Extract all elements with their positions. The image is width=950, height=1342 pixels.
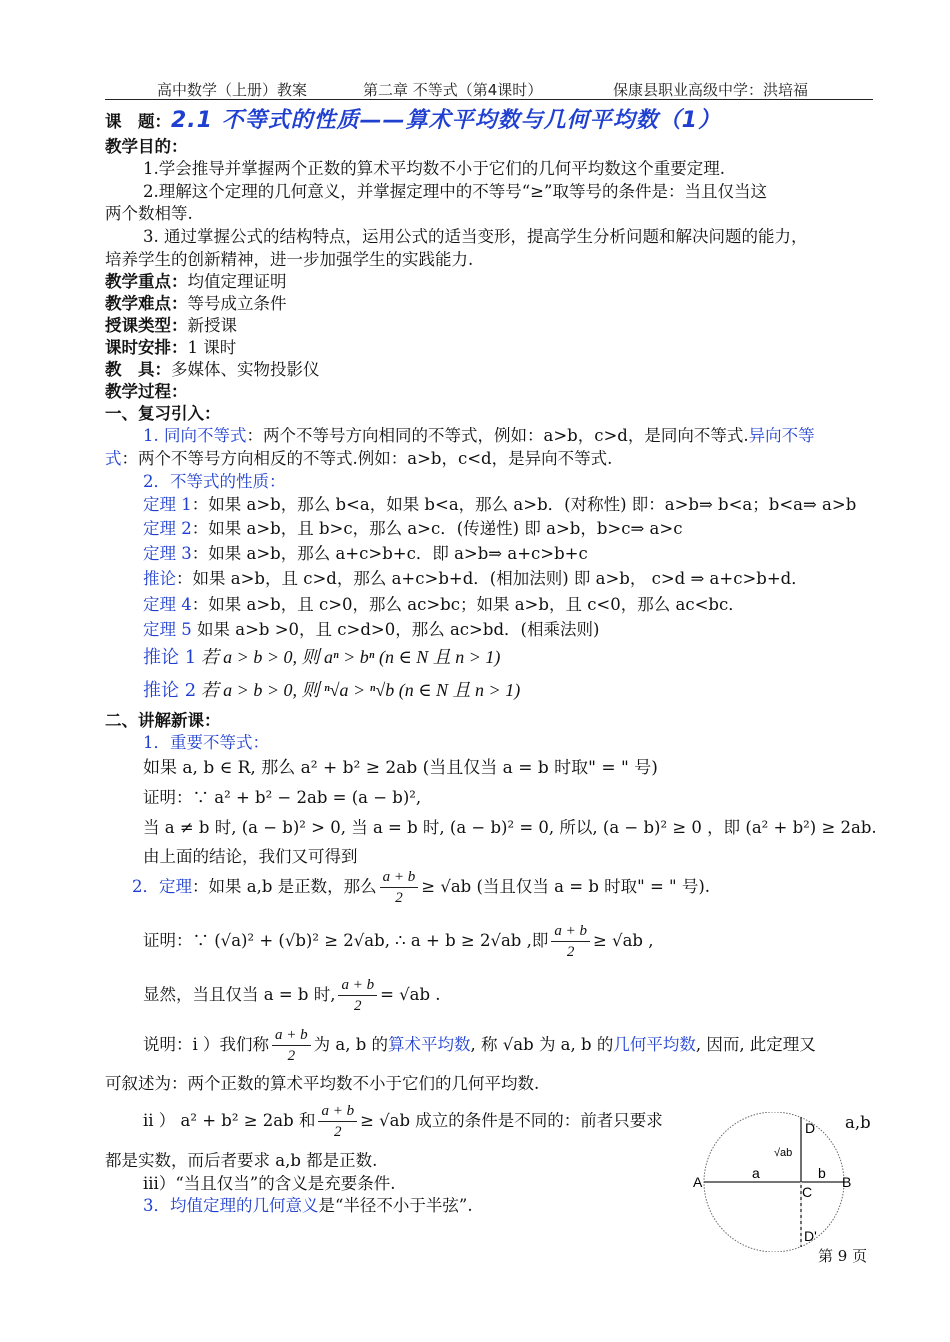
label-C: C <box>802 1184 813 1200</box>
label-sqrt-ab: √ab <box>774 1147 793 1159</box>
fraction-am-note <box>272 1025 311 1066</box>
label-A: A <box>693 1174 703 1190</box>
theorem-4 <box>143 594 745 616</box>
important-inequality-statement: 如果 a, b ∈ R, 那么 a² + b² ≥ 2ab (当且仅当 a = b 时取" = " 号) <box>143 758 658 778</box>
corollary-2-text: 若 a > b > 0, 则 ⁿ√a > ⁿ√b (n ∈ N 且 n > 1) <box>196 680 521 700</box>
theorem-4-label: 定理 4 <box>143 595 192 614</box>
header-left: 高中数学（上册）教案 <box>157 81 308 99</box>
important-inequality-heading: 1．重要不等式： <box>143 733 269 752</box>
equality-start: 显然，当且仅当 a = b 时, <box>143 985 336 1004</box>
opposite-direction-label-end: 式 <box>105 449 122 468</box>
theorem-label: 2．定理 <box>132 877 192 896</box>
theorem-proof <box>143 920 653 962</box>
theorem-tail: ≥ √ab (当且仅当 a = b 时取" = " 号). <box>421 877 711 896</box>
note-1-continued: 可叙述为：两个正数的算术平均数不小于它们的几何平均数. <box>105 1074 540 1093</box>
objective-3b: 培养学生的创新精神，进一步加强学生的实践能力. <box>105 250 474 269</box>
corollary-1 <box>143 646 500 669</box>
meta-difficulty <box>105 293 287 315</box>
note-1-start: 说明：i ）我们称 <box>143 1035 270 1054</box>
tools-value: 多媒体、实物投影仪 <box>171 360 320 379</box>
corollary-1-text: 若 a > b > 0, 则 aⁿ > bⁿ (n ∈ N 且 n > 1) <box>196 647 501 667</box>
meta-type <box>105 315 237 337</box>
objective-2a: 2.理解这个定理的几何意义，并掌握定理中的不等号“≥”取等号的条件是：当且仅当这 <box>143 182 767 201</box>
same-direction-line <box>143 425 815 447</box>
theorem-1-label: 定理 1 <box>143 495 192 514</box>
time-value: 1 课时 <box>187 338 237 357</box>
important-inequality-cases: 当 a ≠ b 时, (a − b)² > 0, 当 a = b 时, (a − b)² = 0, 所以, (a − b)² ≥ 0 ，即 (a² + b²) ≥ 2ab. <box>143 818 877 837</box>
theorem-3 <box>143 543 588 565</box>
meta-tools <box>105 359 320 381</box>
difficulty-label: 教学难点： <box>105 294 188 313</box>
important-inequality-conclusion: 由上面的结论，我们又可得到 <box>143 847 358 866</box>
note-1-mid2: , 称 √ab 为 a, b 的 <box>470 1035 614 1054</box>
lesson-title <box>105 110 721 133</box>
fraction-denominator: 2 <box>395 890 403 906</box>
note-2 <box>143 1100 663 1142</box>
same-direction-label: 1. 同向不等式 <box>143 426 247 445</box>
meta-focus <box>105 271 287 293</box>
fraction-numerator: a + b <box>338 975 377 996</box>
note-2-end: ≥ √ab 成立的条件是不同的：前者只要求 <box>360 1111 663 1130</box>
type-label: 授课类型： <box>105 316 188 335</box>
theorem-1 <box>143 494 856 516</box>
theorem-1-text: ：如果 a>b，那么 b<a，如果 b<a，那么 a>b．(对称性) 即：a>b⇒ b<a；b<a⇒ a>b <box>191 495 857 514</box>
fraction-am-proof <box>551 921 590 962</box>
semicircle-figure <box>690 1112 860 1252</box>
theorem-2-text: ：如果 a>b，且 b>c，那么 a>c．(传递性) 即 a>b，b>c⇒ a>c <box>191 519 683 538</box>
same-direction-text: ：两个不等号方向相同的不等式，例如：a>b，c>d，是同向不等式. <box>246 426 749 445</box>
theorem-equality <box>143 974 441 1016</box>
fraction-am <box>380 867 419 908</box>
theorem-3-label: 定理 3 <box>143 544 192 563</box>
difficulty-value: 等号成立条件 <box>187 294 287 313</box>
process-heading: 教学过程： <box>105 382 188 401</box>
theorem-lead: ：如果 a,b 是正数，那么 <box>192 877 377 896</box>
title-text: 2.1 不等式的性质——算术平均数与几何平均数（1） <box>171 108 721 133</box>
focus-label: 教学重点： <box>105 272 188 291</box>
theorem-2 <box>143 518 682 540</box>
label-D: D <box>805 1120 816 1136</box>
fraction-denominator: 2 <box>334 1124 342 1140</box>
label-D-prime: D' <box>804 1228 817 1244</box>
arithmetic-mean-term: 算术平均数 <box>388 1035 471 1054</box>
corollary <box>143 568 808 590</box>
title-label: 课 题： <box>105 112 171 131</box>
corollary-2-label: 推论 2 <box>143 680 197 701</box>
corollary-2 <box>143 679 520 702</box>
note-1-end: , 因而, 此定理又 <box>695 1035 816 1054</box>
tools-label: 教 具： <box>105 360 171 379</box>
objective-2b: 两个数相等. <box>105 204 193 223</box>
objectives-heading: 教学目的： <box>105 137 188 156</box>
opposite-direction-label: 异向不等 <box>748 426 815 445</box>
corollary-1-label: 推论 1 <box>143 647 197 668</box>
type-value: 新授课 <box>187 316 237 335</box>
fraction-numerator: a + b <box>318 1101 357 1122</box>
fraction-denominator: 2 <box>566 944 575 960</box>
geometric-meaning-label: 3．均值定理的几何意义 <box>143 1196 319 1215</box>
theorem-4-text: ：如果 a>b，且 c>0，那么 ac>bc；如果 a>b，且 c<0，那么 ac<bc． <box>191 595 745 614</box>
fraction-numerator: a + b <box>272 1025 311 1046</box>
theorem-statement <box>132 866 710 908</box>
note-1 <box>143 1024 816 1066</box>
fraction-am-note2 <box>318 1101 357 1142</box>
geometric-mean-term: 几何平均数 <box>613 1035 696 1054</box>
theorem-5-label: 定理 5 <box>143 620 192 639</box>
theorem-proof-end: ≥ √ab , <box>592 931 654 950</box>
header-right: 保康县职业高级中学：洪培福 <box>613 81 809 99</box>
fraction-numerator: a + b <box>380 867 419 888</box>
fraction-am-equality <box>338 975 377 1016</box>
corollary-text: ：如果 a>b，且 c>d，那么 a+c>b+d．(相加法则) 即 a>b， c>d ⇒ a+c>b+d． <box>176 569 808 588</box>
note-2-ab: a,b <box>845 1113 871 1132</box>
label-a: a <box>752 1165 760 1181</box>
opposite-direction-line <box>105 448 612 470</box>
note-2-continued: 都是实数，而后者要求 a,b 都是正数. <box>105 1151 378 1170</box>
equality-end: = √ab . <box>380 985 441 1004</box>
newlesson-heading: 二、讲解新课： <box>105 711 221 730</box>
geometric-meaning <box>143 1195 473 1217</box>
fraction-denominator: 2 <box>354 998 362 1014</box>
important-inequality-proof: 证明：∵ a² + b² − 2ab = (a − b)², <box>143 788 422 807</box>
focus-value: 均值定理证明 <box>187 272 287 291</box>
note-1-mid: 为 a, b 的 <box>313 1035 389 1054</box>
theorem-proof-start: 证明：∵ (√a)² + (√b)² ≥ 2√ab, ∴ a + b ≥ 2√ab ,即 <box>143 931 549 950</box>
theorem-3-text: ：如果 a>b，那么 a+c>b+c．即 a>b⇒ a+c>b+c <box>191 544 588 563</box>
properties-heading: 2．不等式的性质： <box>143 472 286 491</box>
header-rule <box>105 99 873 100</box>
objective-3a: 3. 通过掌握公式的结构特点，运用公式的适当变形，提高学生分析问题和解决问题的能力， <box>143 227 808 246</box>
review-heading: 一、复习引入： <box>105 404 221 423</box>
time-label: 课时安排： <box>105 338 188 357</box>
theorem-5 <box>143 619 599 641</box>
header-center: 第二章 不等式（第4课时） <box>363 81 543 99</box>
theorem-2-label: 定理 2 <box>143 519 192 538</box>
note-2-start: ii ） a² + b² ≥ 2ab 和 <box>143 1111 316 1130</box>
note-3: iii）“当且仅当”的含义是充要条件. <box>143 1174 396 1193</box>
geometric-meaning-text: 是“半径不小于半弦”. <box>318 1196 473 1215</box>
page-number: 第 9 页 <box>818 1247 868 1265</box>
objective-1: 1.学会推导并掌握两个正数的算术平均数不小于它们的几何平均数这个重要定理. <box>143 159 725 178</box>
fraction-denominator: 2 <box>287 1048 296 1064</box>
fraction-numerator: a + b <box>551 921 590 942</box>
meta-time <box>105 337 236 359</box>
opposite-direction-text: ：两个不等号方向相反的不等式.例如：a>b，c<d，是异向不等式. <box>121 449 613 468</box>
label-B: B <box>842 1174 852 1190</box>
theorem-5-text: 如果 a>b >0，且 c>d>0，那么 ac>bd．(相乘法则) <box>191 620 600 639</box>
label-b: b <box>818 1165 826 1181</box>
corollary-label: 推论 <box>143 569 176 588</box>
